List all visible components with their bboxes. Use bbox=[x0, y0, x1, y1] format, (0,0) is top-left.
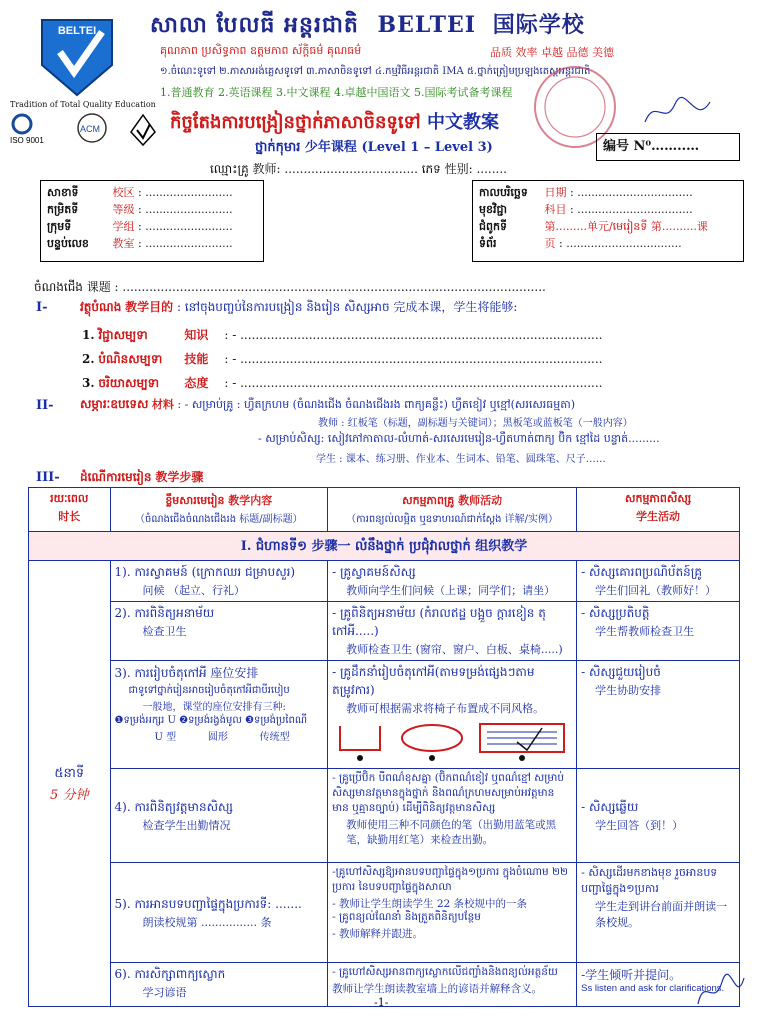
objective-value[interactable]: : - ............................................................................................... bbox=[224, 352, 603, 366]
left-info-value[interactable]: : ......................... bbox=[138, 220, 233, 233]
right-info-value[interactable]: : ................................. bbox=[570, 186, 693, 199]
section-i-label: I- bbox=[36, 300, 48, 315]
col-header-teacher: សកម្មភាពគ្រូ 教师活动 （ការពន្យល់លម្អិត ឬឧទាហរណ៍ជាក់ស្តែង 详解/实例） bbox=[328, 488, 577, 532]
right-info-label-cn: 科目 bbox=[544, 203, 567, 216]
content-cell: 3). ការរៀបចំតុកៅអី 座位安排 ជាទូទៅថ្នាក់រៀនអាចរៀបចំតុកៅអីជាបីរបៀប 一般地，课堂的座位安排有三种: ❶ទម្រង់អក្សរ U ❷ទម្រង់រង្វង់មូល ❸ទម្រង់ប្រពៃណី U 型 圆形 传统型 bbox=[110, 661, 328, 769]
left-info-label-cn: 学组 bbox=[112, 220, 135, 233]
content-cell: 5). ការអានបទបញ្ជាផ្ទៃក្នុងប្រការទី: ....... 朗读校规第 ................ 条 bbox=[110, 863, 328, 963]
table-row bbox=[29, 863, 740, 963]
right-info-label: ជំពូកទី bbox=[479, 220, 507, 233]
acm-cert-icon bbox=[72, 112, 112, 150]
tradition-text: Tradition of Total Quality Education bbox=[10, 100, 156, 109]
right-info-label-cn: 日期 bbox=[544, 186, 567, 199]
left-info-box bbox=[40, 180, 264, 262]
student-cell: - សិស្សជួយរៀបចំ 学生协助安排 bbox=[577, 661, 740, 769]
section-ii-student-cn: 学生 : 课本、练习册、作业本、生词本、铅笔、圆珠笔、尺子…… bbox=[316, 454, 606, 465]
objective-number: 3. bbox=[82, 376, 95, 390]
left-info-value[interactable]: : ......................... bbox=[138, 237, 233, 250]
section-iii-label: III- bbox=[36, 470, 60, 485]
teacher-cell: -គ្រូហៅសិស្សឱ្យអានបទបញ្ជាផ្ទៃក្នុង១ប្រការ ក្នុងចំណោម ២២ ប្រការ នៃបទបញ្ជាផ្ទៃក្នុងសាលា - 教师让学生朗读学生 22 条校规中的一条 - គ្រូពន្យល់ណែនាំ និងត្រួតពិនិត្យបន្ថែម - 教师解释并跟进。 bbox=[328, 863, 577, 963]
student-cell: - សិស្សប្រតិបត្តិ 学生帮教师检查卫生 bbox=[577, 602, 740, 661]
right-info-row bbox=[479, 201, 737, 218]
signature bbox=[640, 92, 720, 136]
table-row bbox=[29, 602, 740, 661]
objective-row bbox=[82, 374, 602, 398]
right-info-label: មុខវិជ្ជា bbox=[479, 203, 507, 216]
left-info-value[interactable]: : ......................... bbox=[138, 203, 233, 216]
right-info-value[interactable]: : ................................. bbox=[559, 237, 682, 250]
right-info-row bbox=[479, 184, 737, 201]
doc-number-box: 编号 N⁰……..… bbox=[596, 133, 740, 161]
section-iii-heading: ដំណើការមេរៀន 教学步骤 bbox=[80, 470, 204, 484]
left-info-row bbox=[47, 184, 257, 201]
right-info-label-cn: 第.........单元/មេរៀនទី 第..........课 bbox=[544, 220, 708, 233]
stage-1-title: I. ជំហានទី១ 步骤一 លំនឹងថ្នាក់ ប្រជុំវាលថ្នាក់ 组织教学 bbox=[29, 532, 740, 561]
objective-label: បំណិនសម្បទា bbox=[98, 352, 163, 366]
right-info-label: កាលបរិច្ឆេទ bbox=[479, 186, 528, 199]
objective-label-cn: 知识 bbox=[184, 328, 209, 342]
objective-row bbox=[82, 326, 602, 350]
content-cell: 1). ការស្វាគមន៍ (ក្រោកឈរ ជម្រាបសួរ) 问候 （起立、行礼） bbox=[110, 561, 328, 602]
objective-label: ចរិយាសម្បទា bbox=[98, 376, 160, 390]
school-name bbox=[150, 8, 585, 43]
teacher-cell: - គ្រូហៅសិស្សអានពាក្យស្លោកលើជញ្ជាំងនិងពន្យល់អត្ថន័យ 教师让学生朗读教室墙上的谚语并解释含义。 bbox=[328, 963, 577, 1007]
svg-text:ACM: ACM bbox=[80, 124, 100, 134]
section-ii-teacher-cn: 教师 : 红板笔（标题，副标题与关键词）；黑板笔或蓝板笔（一般内容） bbox=[318, 418, 633, 429]
school-name-cn: 国际学校 bbox=[492, 12, 585, 38]
right-info-box bbox=[472, 180, 744, 262]
objective-value[interactable]: : - ............................................................................................... bbox=[224, 376, 603, 390]
right-info-value[interactable]: : ................................. bbox=[570, 203, 693, 216]
teacher-cell: - គ្រូស្វាគមន៍សិស្ស 教师向学生们问候（上课；同学们；请坐） bbox=[328, 561, 577, 602]
left-info-label-cn: 等级 bbox=[112, 203, 135, 216]
section-i-heading: វត្ថុបំណង 教学目的 : នៅចុងបញ្ចប់នៃការបង្រៀន និងរៀន សិស្សអាច 完成本课，学生将能够: bbox=[80, 300, 518, 314]
objective-label-cn: 技能 bbox=[184, 352, 209, 366]
teacher-cell: - គ្រូដឹកនាំរៀបចំតុកៅអី(តាមទម្រង់ផ្សេងៗតាមតម្រូវការ) 教师可根据需求将椅子布置成不同风格。 bbox=[328, 661, 577, 769]
objective-label-cn: 态度 bbox=[184, 376, 209, 390]
programs-km: ១.ចំណេះទូទៅ ២.ភាសាអង់គ្លេសទូទៅ ៣.ភាសាចិនទូទៅ ៤.កម្មវិធីអន្តរជាតិ IMA ៥.ថ្នាក់ត្រៀមប្រឡងតេស្តអន្តរជាតិ bbox=[160, 66, 591, 77]
objective-number: 1. bbox=[82, 328, 95, 342]
student-cell: - សិស្សដើរមកខាងមុខ រួចអានបទបញ្ជាផ្ទៃក្នុង១ប្រការ 学生走到讲台前面并朗读一条校规。 bbox=[577, 863, 740, 963]
programs-cn: 1.普通教育 2.英语课程 3.中文课程 4.卓越中国语文 5.国际考试备考课程 bbox=[160, 86, 513, 99]
school-name-km: សាលា បែលធី អន្តរជាតិ bbox=[150, 12, 359, 38]
time-cell: ៥នាទី 5 分钟 bbox=[29, 561, 111, 1007]
left-info-label: សាខាទី bbox=[47, 186, 79, 199]
left-info-value[interactable]: : ......................... bbox=[138, 186, 233, 199]
col-header-content: ខ្លឹមសារមេរៀន 教学内容 （ចំណងជើងចំណងជើងរង 标题/副标题） bbox=[110, 488, 328, 532]
section-ii-teacher: សម្ភារៈឧបទេស 材料 : - សម្រាប់គ្រូ : ហ្វឺតក្រហម (ចំណងជើង ចំណងជើងរង ពាក្យគន្លឹះ) ហ្វឺតខៀវ ឬខ្មៅ(សរសេរធម្មតា) bbox=[80, 397, 576, 411]
lesson-steps-table bbox=[28, 487, 740, 1007]
col-header-time: រយៈពេល 时长 bbox=[29, 488, 111, 532]
left-info-label-cn: 校区 bbox=[112, 186, 135, 199]
footer-signature bbox=[690, 968, 750, 1016]
teacher-cell: - គ្រូពិនិត្យអនាម័យ (កំរាលឥដ្ឋ បង្អួច ក្តារខៀន តុកៅអី.....) 教师检查卫生 (窗帘、窗户、白板、桌椅.....) bbox=[328, 602, 577, 661]
table-row bbox=[29, 661, 740, 769]
seating-diagram bbox=[332, 720, 572, 765]
section-ii-student: - សម្រាប់សិស្ស: សៀវភៅកាតាល-លំហាត់-សរសេរមេរៀន-ហ្វឺតហាត់ពាក្យ ប៊ិក ខ្មៅដៃ បន្ទាត់......... bbox=[258, 432, 660, 445]
teacher-cell: - គ្រូប្រើប៊ិក បីពណ៌ខុសគ្នា (ប៊ិកពណ៌ខៀវ ឬពណ៌ខ្មៅ សម្រាប់សិស្សមានវត្តមានក្នុងថ្នាក់ និងពណ៌ក្រហមសម្រាប់អវត្តមាន មាន ឬគ្មានច្បាប់) ដើម្បីពិនិត្យវត្តមានសិស្ស 教师使用三种不同颜色的笔（出勤用蓝笔或黑笔，缺勤用红笔）来检查出勤。 bbox=[328, 769, 577, 863]
objective-row bbox=[82, 350, 602, 374]
motto-km: គុណភាព ប្រសិទ្ធភាព ឧត្តមភាព ស័ក្តិធម៌ គុណធម៌ bbox=[160, 44, 362, 57]
section-ii-label: II- bbox=[36, 398, 54, 413]
school-logo bbox=[32, 10, 122, 100]
left-info-label: បន្ទប់លេខ bbox=[47, 237, 89, 250]
objective-value[interactable]: : - ............................................................................................... bbox=[224, 328, 603, 342]
objective-label: វិជ្ជាសម្បទា bbox=[98, 328, 148, 342]
logo-text: BELTEI bbox=[57, 25, 97, 37]
right-info-row bbox=[479, 218, 737, 235]
left-info-row bbox=[47, 218, 257, 235]
content-cell: 6). ការសិក្សាពាក្យស្លោក 学习谚语 bbox=[110, 963, 328, 1007]
topic-line: ចំណងជើង 课题 : ............................................................................................................... bbox=[34, 280, 546, 294]
left-info-label-cn: 教室 bbox=[112, 237, 135, 250]
left-info-row bbox=[47, 201, 257, 218]
page-number: -1- bbox=[374, 996, 389, 1009]
student-cell: - សិស្សគោរពប្រណិប័តន៍គ្រូ 学生们回礼（教师好！） bbox=[577, 561, 740, 602]
col-header-student: សកម្មភាពសិស្ស 学生活动 bbox=[577, 488, 740, 532]
left-info-label: ក្រុមទី bbox=[47, 220, 72, 233]
objectives-list bbox=[82, 326, 602, 398]
svg-text:ISO 9001: ISO 9001 bbox=[10, 136, 44, 145]
student-cell: -学生倾听并提问。 Ss listen and ask for clarifications. bbox=[577, 963, 740, 1007]
table-row bbox=[29, 769, 740, 863]
right-info-label-cn: 页 bbox=[544, 237, 556, 250]
doc-title: កិច្ចតែងការបង្រៀនថ្នាក់ភាសាចិនទូទៅ 中文教案 bbox=[170, 112, 499, 133]
table-row bbox=[29, 561, 740, 602]
objective-number: 2. bbox=[82, 352, 95, 366]
school-name-en: BELTEI bbox=[377, 12, 477, 38]
ukas-cert-icon bbox=[128, 112, 158, 150]
content-cell: 4). ការពិនិត្យវត្តមានសិស្ស 检查学生出勤情况 bbox=[110, 769, 328, 863]
table-header-row bbox=[29, 488, 740, 532]
left-info-row bbox=[47, 235, 257, 252]
stage-1-row bbox=[29, 532, 740, 561]
right-info-row bbox=[479, 235, 737, 252]
content-cell: 2). ការពិនិត្យអនាម័យ 检查卫生 bbox=[110, 602, 328, 661]
right-info-label: ទំព័រ bbox=[479, 237, 497, 250]
left-info-label: កម្រិតទី bbox=[47, 203, 79, 216]
level-title: ថ្នាក់កុមារ 少年课程 (Level 1 – Level 3) bbox=[255, 140, 493, 155]
motto-cn: 品质 效率 卓越 品德 美德 bbox=[490, 46, 614, 59]
teacher-row: ឈ្មោះគ្រូ 教师: ................................... ភេទ 性别: ........ bbox=[210, 162, 507, 176]
student-cell: - សិស្សឆ្លើយ 学生回答（到！） bbox=[577, 769, 740, 863]
iso-cert-icon bbox=[8, 112, 48, 150]
